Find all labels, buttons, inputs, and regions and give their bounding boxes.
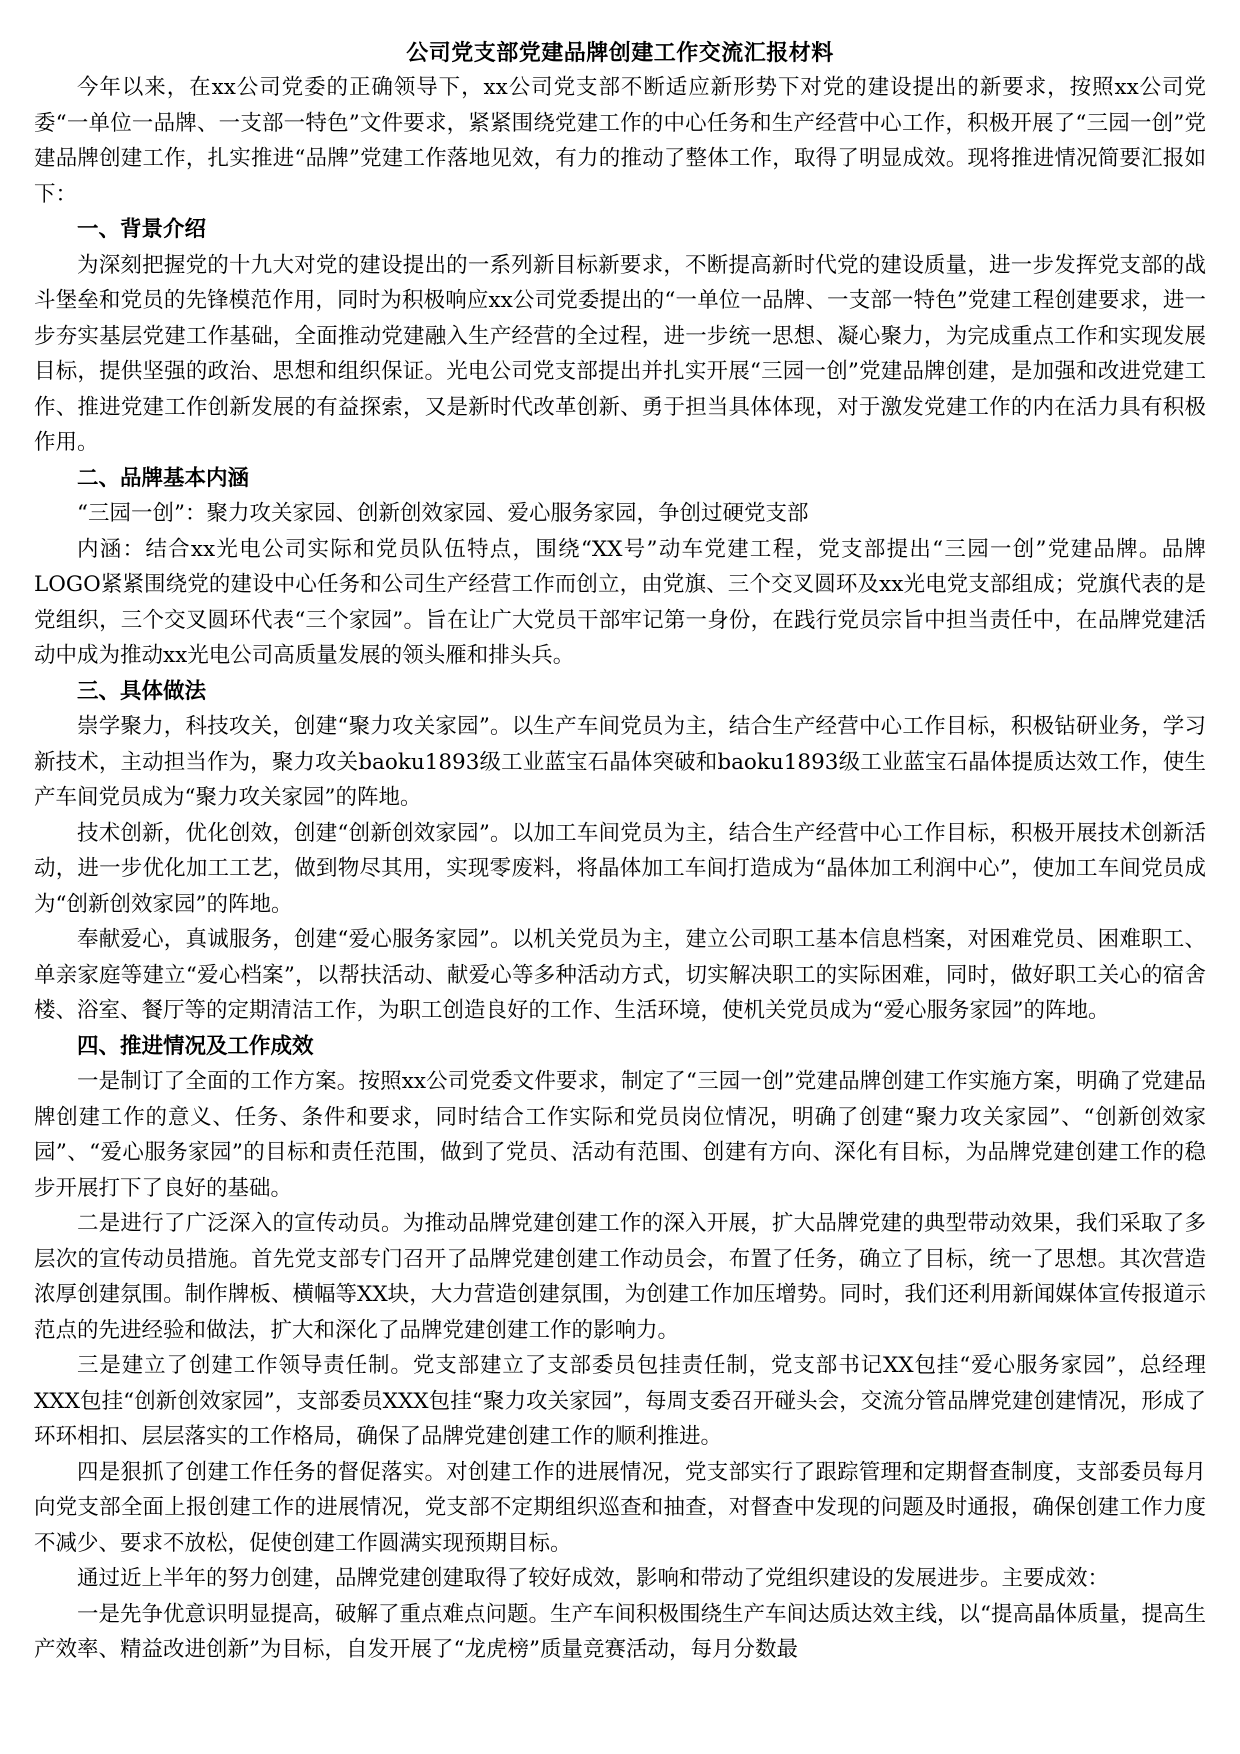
progress-paragraph-plan: 一是制订了全面的工作方案。按照xx公司党委文件要求，制定了“三园一创”党建品牌创建工作实施方案，明确了党建品牌创建工作的意义、任务、条件和要求，同时结合工作实际和党员岗位情况，明确了创建“聚力攻关家园”、“创新创效家园”、“爱心服务家园”的目标和责任范围，做到了党员、活动有范围、创建有方向、深化有目标，为品牌党建创建工作的稳步开展打下了良好的基础。	[34, 1069, 1206, 1201]
practice-paragraph-service: 奉献爱心，真诚服务，创建“爱心服务家园”。以机关党员为主，建立公司职工基本信息档案，对困难党员、困难职工、单亲家庭等建立“爱心档案”，以帮扶活动、献爱心等多种活动方式，切实解决职工的实际困难，同时，做好职工关心的宿舍楼、浴室、餐厅等的定期清洁工作，为职工创造良好的工作、生活环境，使机关党员成为“爱心服务家园”的阵地。	[34, 927, 1206, 1023]
practice-paragraph-innovation: 技术创新，优化创效，创建“创新创效家园”。以加工车间党员为主，结合生产经营中心工作目标，积极开展技术创新活动，进一步优化加工工艺，做到物尽其用，实现零废料，将晶体加工车间打造成为“晶体加工利润中心”，使加工车间党员成为“创新创效家园”的阵地。	[34, 820, 1206, 917]
results-summary-paragraph: 通过近上半年的努力创建，品牌党建创建取得了较好成效，影响和带动了党组织建设的发展进步。主要成效：	[77, 1566, 1110, 1591]
intro-paragraph: 今年以来，在xx公司党委的正确领导下，xx公司党支部不断适应新形势下对党的建设提出的新要求，按照xx公司党委“一单位一品牌、一支部一特色”文件要求，紧紧围绕党建工作的中心任务和生产经营中心工作，积极开展了“三园一创”党建品牌创建工作，扎实推进“品牌”党建工作落地见效，有力的推动了整体工作，取得了明显成效。现将推进情况简要汇报如下：	[34, 75, 1206, 207]
practice-paragraph-research: 崇学聚力，科技攻关，创建“聚力攻关家园”。以生产车间党员为主，结合生产经营中心工作目标，积极钻研业务，学习新技术，主动担当作为，聚力攻关baoku1893级工业蓝宝石晶体突破和baoku1893级工业蓝宝石晶体提质达效工作，使生产车间党员成为“聚力攻关家园”的阵地。	[34, 714, 1206, 810]
section-heading-practices: 三、具体做法	[77, 678, 207, 704]
progress-paragraph-responsibility: 三是建立了创建工作领导责任制。党支部建立了支部委员包挂责任制，党支部书记XX包挂“爱心服务家园”，总经理XXX包挂“创新创效家园”，支部委员XXX包挂“聚力攻关家园”，每周支委召开碰头会，交流分管品牌党建创建情况，形成了环环相扣、层层落实的工作格局，确保了品牌党建创建工作的顺利推进。	[34, 1353, 1206, 1449]
section-heading-progress: 四、推进情况及工作成效	[77, 1033, 314, 1059]
results-paragraph-first: 一是先争优意识明显提高，破解了重点难点问题。生产车间积极围绕生产车间达质达效主线，以“提高晶体质量，提高生产效率、精益改进创新”为目标，自发开展了“龙虎榜”质量竞赛活动，每月分数最	[34, 1601, 1206, 1662]
document-title: 公司党支部党建品牌创建工作交流汇报材料	[406, 40, 834, 66]
progress-paragraph-supervision: 四是狠抓了创建工作任务的督促落实。对创建工作的进展情况，党支部实行了跟踪管理和定期督查制度，支部委员每月向党支部全面上报创建工作的进展情况，党支部不定期组织巡查和抽查，对督查中发现的问题及时通报，确保创建工作力度不减少、要求不放松，促使创建工作圆满实现预期目标。	[34, 1459, 1206, 1556]
section-heading-background: 一、背景介绍	[77, 217, 207, 242]
brand-connotation-paragraph: 内涵：结合xx光电公司实际和党员队伍特点，围绕“XX号”动车党建工程，党支部提出“三园一创”党建品牌。品牌LOGO紧紧围绕党的建设中心任务和公司生产经营工作而创立，由党旗、三个交叉圆环及xx光电党支部组成；党旗代表的是党组织，三个交叉圆环代表“三个家园”。旨在让广大党员干部牢记第一身份，在践行党员宗旨中担当责任中，在品牌党建活动中成为推动xx光电公司高质量发展的领头雁和排头兵。	[34, 536, 1206, 668]
background-paragraph: 为深刻把握党的十九大对党的建设提出的一系列新目标新要求，不断提高新时代党的建设质量，进一步发挥党支部的战斗堡垒和党员的先锋模范作用，同时为积极响应xx公司党委提出的“一单位一品牌、一支部一特色”党建工程创建要求，进一步夯实基层党建工作基础，全面推动党建融入生产经营的全过程，进一步统一思想、凝心聚力，为完成重点工作和实现发展目标，提供坚强的政治、思想和组织保证。光电公司党支部提出并扎实开展“三园一创”党建品牌创建，是加强和改进党建工作、推进党建工作创新发展的有益探索，又是新时代改革创新、勇于担当具体体现，对于激发党建工作的内在活力具有积极作用。	[34, 252, 1206, 455]
section-heading-brand-connotation: 二、品牌基本内涵	[77, 465, 250, 491]
brand-slogan-paragraph: “三园一创”：聚力攻关家园、创新创效家园、爱心服务家园，争创过硬党支部	[77, 501, 809, 526]
progress-paragraph-publicity: 二是进行了广泛深入的宣传动员。为推动品牌党建创建工作的深入开展，扩大品牌党建的典型带动效果，我们采取了多层次的宣传动员措施。首先党支部专门召开了品牌党建创建工作动员会，布置了任务，确立了目标，统一了思想。其次营造浓厚创建氛围。制作牌板、横幅等XX块，大力营造创建氛围，为创建工作加压增势。同时，我们还利用新闻媒体宣传报道示范点的先进经验和做法，扩大和深化了品牌党建创建工作的影响力。	[34, 1211, 1206, 1343]
